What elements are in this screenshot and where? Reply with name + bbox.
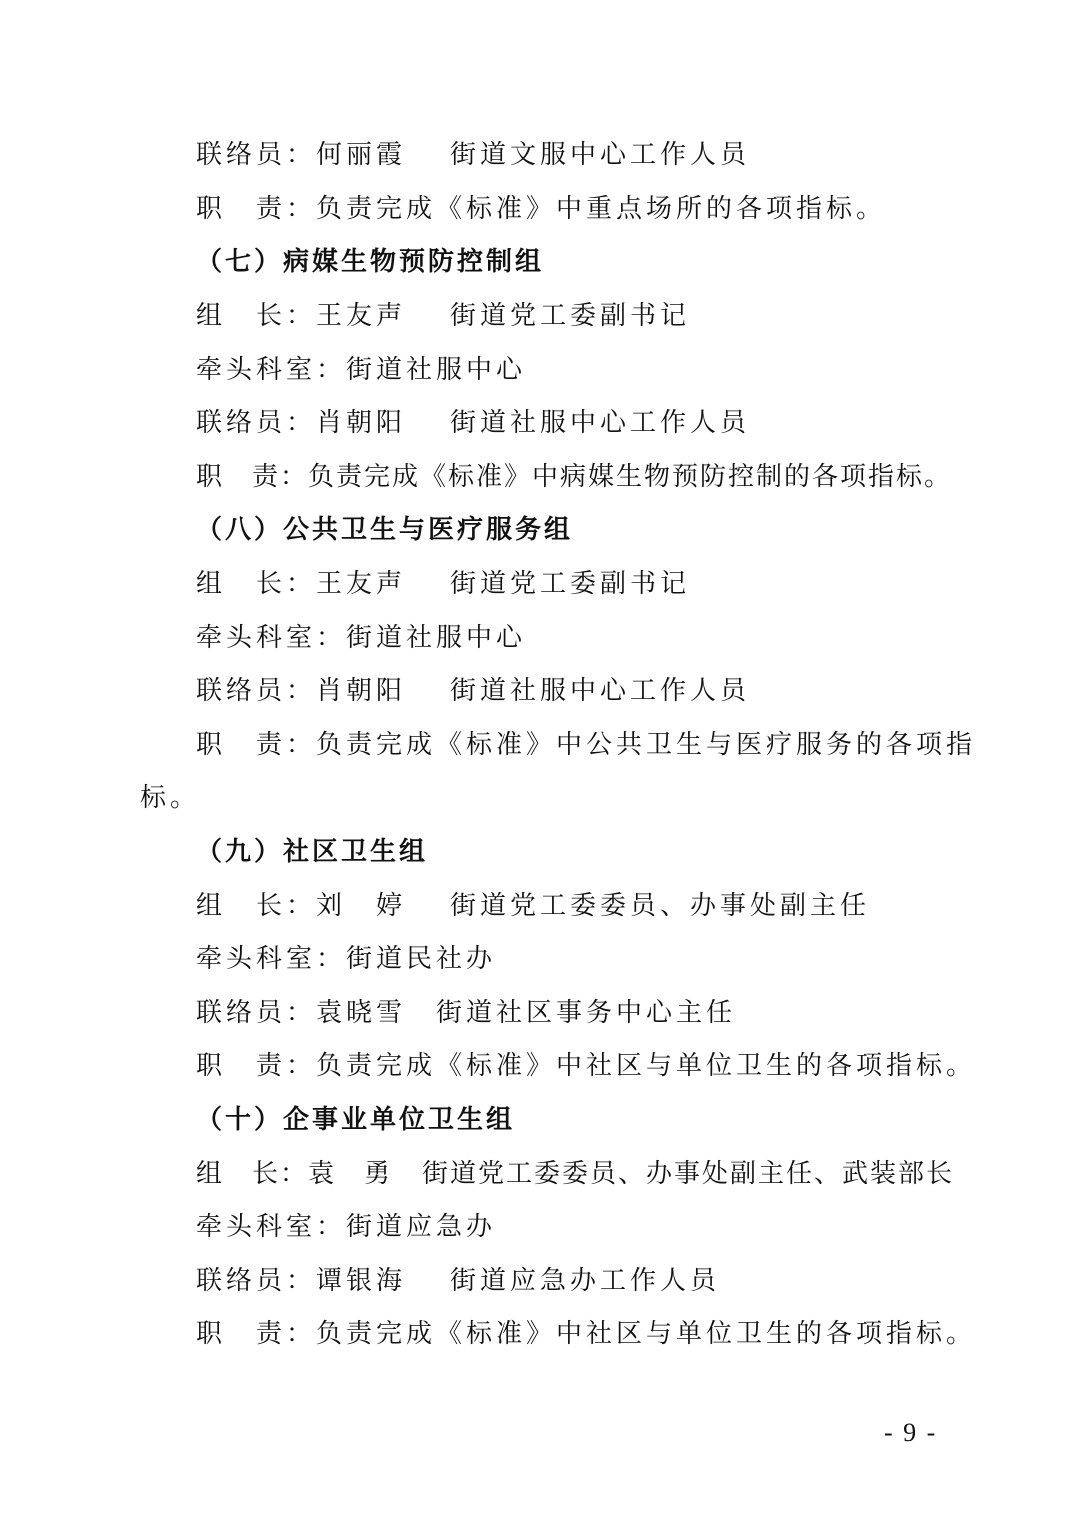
heading-text: （九）社区卫生组 [196, 837, 429, 867]
liaison-line [196, 406, 954, 440]
leader-name: 组 长：王友声 [196, 301, 407, 331]
duty-text: 职 责：负责完成《标准》中重点场所的各项指标。 [196, 194, 887, 224]
section-heading-10 [196, 1103, 954, 1137]
duty-text: 职 责：负责完成《标准》中社区与单位卫生的各项指标。 [196, 1051, 977, 1081]
liaison-line [196, 138, 954, 172]
duty-line [196, 728, 977, 762]
liaison-name: 联络员：谭银海 [196, 1266, 407, 1296]
duty-line [196, 460, 954, 494]
liaison-name: 联络员：肖朝阳 [196, 408, 407, 438]
lead-dept-line [196, 621, 954, 655]
leader-role: 街道党工委委员、办事处副主任、武装部长 [422, 1159, 955, 1189]
lead-dept-line [196, 942, 954, 976]
leader-role: 街道党工委副书记 [450, 569, 691, 599]
lead-dept-text: 牵头科室：街道社服中心 [196, 623, 527, 653]
liaison-line [196, 674, 954, 708]
liaison-line [196, 996, 954, 1030]
leader-name: 组 长：王友声 [196, 569, 407, 599]
leader-line [196, 567, 954, 601]
lead-dept-text: 牵头科室：街道民社办 [196, 944, 497, 974]
heading-text: （十）企事业单位卫生组 [196, 1105, 516, 1135]
duty-text: 职 责：负责完成《标准》中社区与单位卫生的各项指标。 [196, 1319, 977, 1349]
lead-dept-line [196, 1210, 954, 1244]
duty-text: 标。 [140, 783, 201, 813]
duty-line [196, 1049, 977, 1083]
leader-line [196, 1157, 954, 1191]
duty-text: 职 责：负责完成《标准》中公共卫生与医疗服务的各项指 [196, 730, 977, 760]
liaison-role: 街道社服中心工作人员 [450, 676, 751, 706]
duty-line-wrap [140, 781, 954, 815]
section-heading-7 [196, 245, 954, 279]
leader-role: 街道党工委委员、办事处副主任 [450, 891, 871, 921]
duty-text: 职 责：负责完成《标准》中病媒生物预防控制的各项指标。 [196, 462, 953, 492]
liaison-role: 街道社服中心工作人员 [450, 408, 751, 438]
lead-dept-line [196, 353, 954, 387]
leader-line [196, 299, 954, 333]
leader-role: 街道党工委副书记 [450, 301, 691, 331]
liaison-role: 街道文服中心工作人员 [450, 140, 751, 170]
liaison-name: 联络员：袁晓雪 [196, 998, 407, 1028]
lead-dept-text: 牵头科室：街道社服中心 [196, 355, 527, 385]
section-heading-9 [196, 835, 954, 869]
heading-text: （八）公共卫生与医疗服务组 [196, 515, 574, 545]
duty-line [196, 1317, 977, 1351]
duty-line [196, 192, 954, 226]
liaison-name: 联络员：肖朝阳 [196, 676, 407, 706]
page-number: - 9 - [884, 1418, 938, 1447]
liaison-role: 街道社区事务中心主任 [436, 998, 737, 1028]
leader-line [196, 889, 954, 923]
liaison-name: 联络员：何丽霞 [196, 140, 407, 170]
leader-name: 组 长：袁 勇 [196, 1159, 393, 1189]
heading-text: （七）病媒生物预防控制组 [196, 247, 545, 277]
leader-name: 组 长：刘 婷 [196, 891, 407, 921]
liaison-line [196, 1264, 954, 1298]
lead-dept-text: 牵头科室：街道应急办 [196, 1212, 497, 1242]
section-heading-8 [196, 513, 954, 547]
liaison-role: 街道应急办工作人员 [450, 1266, 721, 1296]
